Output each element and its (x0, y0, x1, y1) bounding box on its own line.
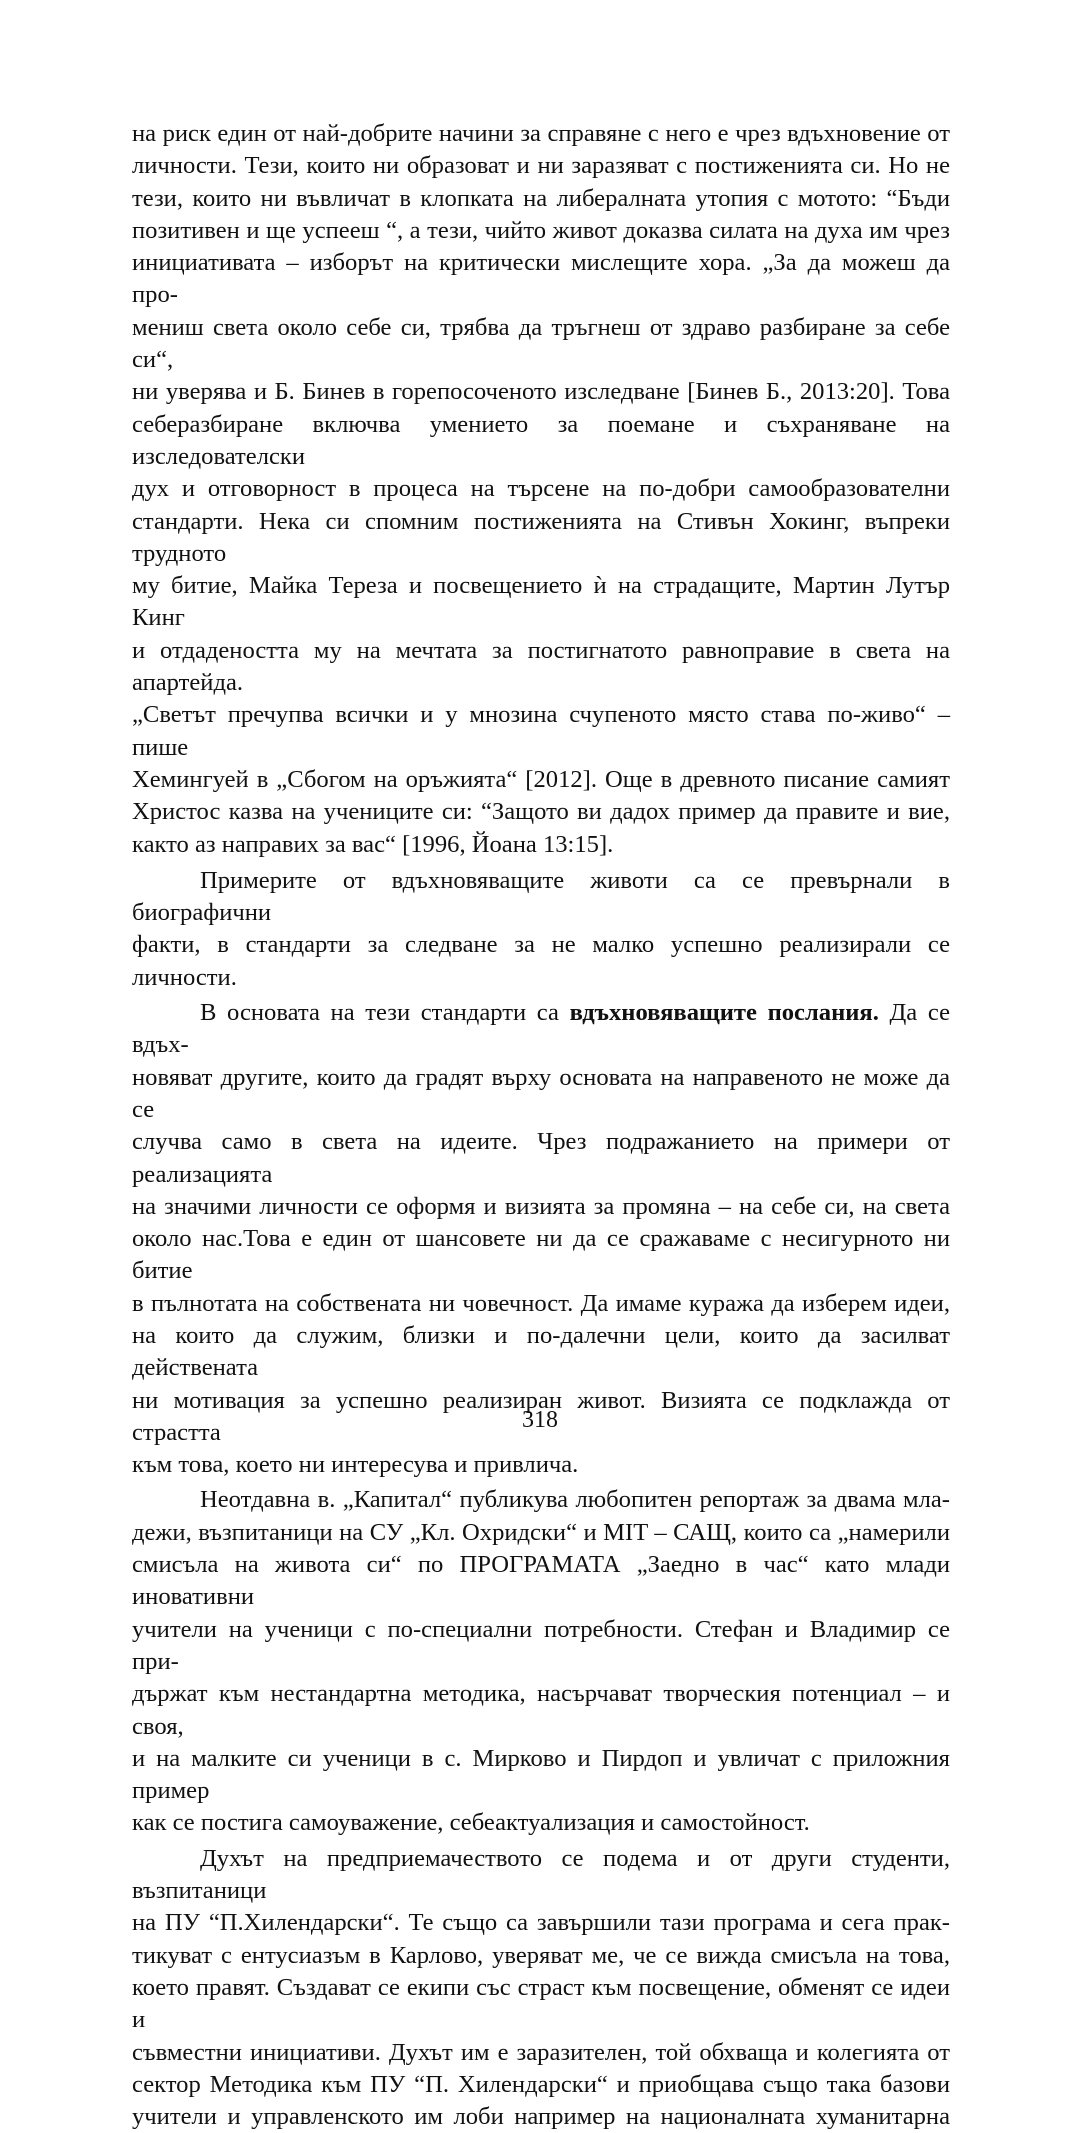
text-line: съвместни инициативи. Духът им е заразителен, той обхваща и колегията от (132, 2038, 950, 2066)
paragraph-2 (132, 865, 950, 994)
text-line: на които да служим, близки и по-далечни цели, които да засилват действената (132, 1321, 950, 1382)
text-line: стандарти. Нека си спомним постиженията на Стивън Хокинг, въпреки трудното (132, 507, 950, 567)
text-line: към това, което ни интересува и привлича. (132, 1451, 579, 1479)
text-line: на риск един от най-добрите начини за справяне с него е чрез вдъхновение от (132, 120, 950, 147)
text-line: ни уверява и Б. Бинев в горепосоченото изследване [Бинев Б., 2013:20]. Това (132, 378, 950, 406)
text-line: как се постига самоуважение, себеактуализация и самостойност. (132, 1809, 810, 1837)
text-line: в пълнотата на собствената ни човечност. Да имаме куража да изберем идеи, (132, 1289, 950, 1317)
text-line: дежи, възпитаници на СУ „Кл. Охридски“ и MIT – САЩ, които са „намерили (132, 1518, 950, 1546)
text-line: себеразбиране включва умението за поемане и съхраняване на изследователски (132, 410, 950, 470)
text-line: и на малките си ученици в с. Мирково и Пирдоп и увличат с приложния пример (132, 1744, 950, 1805)
text-line: на значими личности се оформя и визията за промяна – на себе си, на света (132, 1192, 950, 1220)
text-line: новяват другите, които да градят върху основата на направеното не може да се (132, 1063, 950, 1123)
text-line: държат към нестандартна методика, насърчават творческия потенциал – и своя, (132, 1680, 950, 1740)
text-line (132, 997, 950, 1062)
page-body (132, 118, 950, 2133)
text-line: на ПУ “П.Хилендарски“. Те също са завършили тази програма и сега прак- (132, 1909, 950, 1937)
text-line: учители на ученици с по-специални потребности. Стефан и Владимир се при- (132, 1615, 950, 1675)
text-line: Духът на предприемачеството се подема и от други студенти, възпитаници (132, 1844, 950, 1905)
text-line: както аз направих за вас“ [1996, Йоана 13:15]. (132, 830, 614, 858)
text-line: факти, в стандарти за следване за не малко успешно реализирали се личности. (132, 931, 950, 991)
paragraph-1 (132, 118, 950, 861)
text-span: В основата на тези стандарти са (200, 999, 570, 1027)
paragraph-5 (132, 1843, 950, 2133)
text-span: Да се вдъх- (132, 999, 951, 1059)
text-line: Неотдавна в. „Капитал“ публикува любопитен репортаж за двама мла- (200, 1486, 950, 1514)
text-line: сектор Методика към ПУ “П. Хилендарски“ и приобщава също така базови (132, 2070, 950, 2098)
emphasis-text: вдъхновяващите послания. (569, 999, 879, 1027)
text-line: Примерите от вдъхновяващите животи са се превърнали в биографични (132, 866, 950, 927)
text-line: Хемингуей в „Сбогом на оръжията“ [2012]. Още в древното писание самият (132, 765, 950, 793)
text-line: тези, които ни въвличат в клопката на либералната утопия с мотото: “Бъди (132, 184, 950, 212)
paragraph-4 (132, 1484, 950, 1839)
text-line: дух и отговорност в процеса на търсене на по-добри самообразователни (132, 475, 950, 503)
text-line: му битие, Майка Тереза и посвещението ѝ на страдащите, Мартин Лутър Кинг (132, 572, 950, 632)
text-line: ни мотивация за успешно реализиран живот. Визията се подклажда от страстта (132, 1386, 950, 1446)
text-line: смисъла на живота си“ по ПРОГРАМАТА „Заедно в час“ като млади иновативни (132, 1551, 950, 1611)
text-line: Христос казва на учениците си: “Защото ви дадох пример да правите и вие, (132, 798, 950, 826)
text-line: инициативата – изборът на критически мислещите хора. „За да можеш да про- (132, 249, 950, 309)
text-line: позитивен и ще успееш “, а тези, чийто живот доказва силата на духа им чрез (132, 216, 950, 244)
text-line: тикуват с ентусиазъм в Карлово, уверяват ме, че се вижда смисъла на това, (132, 1941, 950, 1969)
text-line: което правят. Създават се екипи със страст към посвещение, обменят се идеи и (132, 1973, 950, 2034)
text-line: личности. Тези, които ни образоват и ни заразяват с постиженията си. Но не (132, 152, 950, 180)
page-number: 318 (522, 1407, 558, 1433)
text-line: около нас.Това е един от шансовете ни да се сражаваме с несигурното ни битие (132, 1225, 950, 1285)
text-line: и отдадеността му на мечтата за постигнатото равноправие в света на апартейда. (132, 636, 950, 697)
text-line: „Светът пречупва всички и у мнозина счупеното място става по-живо“ – пише (132, 701, 950, 761)
text-line: учители и управленското им лоби например на националната хуманитарна (132, 2103, 950, 2131)
text-line: мениш света около себе си, трябва да тръгнеш от здраво разбиране за себе си“, (132, 313, 950, 374)
text-line: случва само в света на идеите. Чрез подражанието на примери от реализацията (132, 1128, 950, 1188)
